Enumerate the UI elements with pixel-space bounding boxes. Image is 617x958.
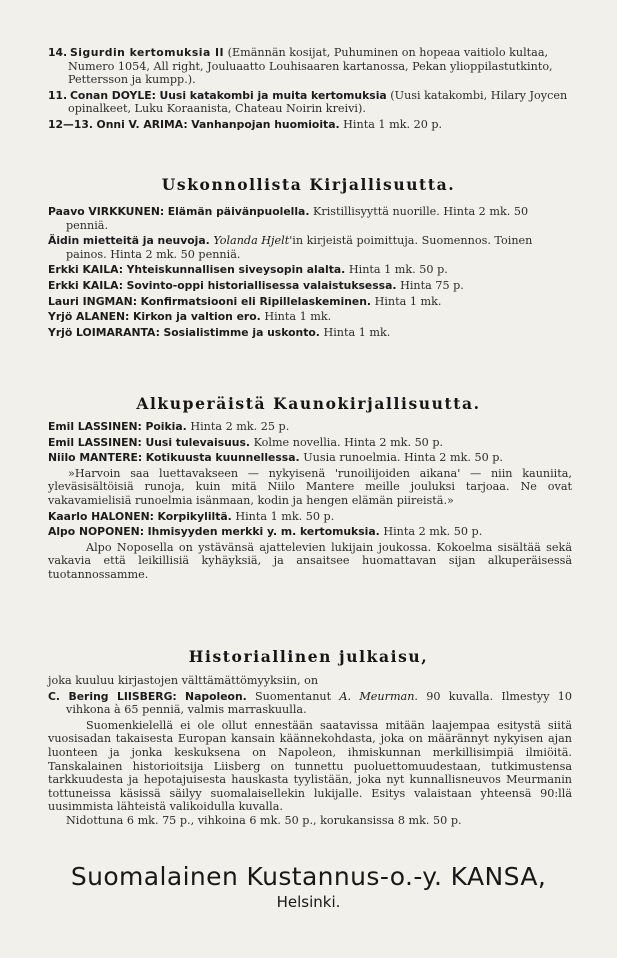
book-author: Yrjö ALANEN: (48, 310, 130, 324)
translator: A. Meurman. (339, 689, 418, 703)
publisher-city: Helsinki. (276, 893, 341, 911)
book-author: Niilo MANTERE: (48, 451, 143, 465)
history-section (48, 674, 572, 828)
book-title: Konfirmatsiooni eli Ripillelaskeminen. (140, 294, 372, 308)
book-entry: Äidin mietteitä ja neuvoja. Yolanda Hjelt'in kirjeistä poimittuja. Suomennos. Toinen painos. Hinta 2 mk. 50 penniä. (48, 234, 533, 261)
book-author: Yrjö LOIMARANTA: (48, 325, 160, 339)
book-entry: Emil LASSINEN: Poikia. Hinta 2 mk. 25 p. (48, 420, 290, 433)
book-entry: Yrjö LOIMARANTA: Sosialistimme ja uskonto. Hinta 1 mk. (48, 325, 391, 339)
publisher-footer (0, 862, 617, 912)
book-title: Yhteiskunnallisen siveysopin alalta. (126, 263, 346, 277)
book-title: Kotikuusta kuunnellessa. (145, 451, 300, 465)
history-body: Suomenkielellä ei ole ollut ennestään saatavissa mitään laajempaa esitystä siitä vuosisadan takaisesta Europan kansain käännekohdasta, joka on määrännyt nykyisen ajan luonteen ja jonka keskuksena on Napoleon, ihmiskunnan merkillisimpiä ilmiöitä. Tanskalainen historioitsija Liisberg on tunnettu puoluettomuudestaan, tutkimustensa tarkkuudesta ja hepotajuisesta hauskasta tyylistään, joka nyt kunnallisneuvos Meurmanin tottuneissa käsissä säilyy suomalaisellekin lukijalle. Esitys valaistaan yhteensä 90:llä uusimmista lähteistä valikoidulla kuvalla. (48, 718, 572, 814)
book-title: Äidin mietteitä ja neuvoja. (48, 234, 210, 248)
fiction-list (48, 420, 572, 584)
book-details: (Emännän kosijat, Puhuminen on hopeaa vaitiolo kultaa, Numero 1054, All right, Jouluaatto Louhisaaren kartanossa, Pekan ylioppilastutkinto, Pettersson ja kumpp.). (68, 46, 553, 87)
book-price: Hinta 1 mk. 20 p. (343, 117, 443, 131)
book-author: Erkki KAILA: (48, 278, 124, 292)
book-title: Ihmisyyden merkki y. m. kertomuksia. (147, 525, 380, 539)
book-title: Uusi katakombi ja muita kertomuksia (159, 88, 387, 102)
book-entry: Alpo NOPONEN: Ihmisyyden merkki y. m. kertomuksia. Hinta 2 mk. 50 p. (48, 525, 483, 539)
book-title: Uusi tulevaisuus. (145, 435, 251, 449)
book-author: Yolanda Hjelt (213, 234, 290, 248)
book-author: C. Bering LIISBERG: (48, 689, 177, 703)
publisher-name: Suomalainen Kustannus-o.-y. KANSA, (70, 862, 547, 891)
book-author: Emil LASSINEN: (48, 420, 142, 433)
book-author: Onni V. ARIMA: (96, 117, 188, 131)
book-entry: Paavo VIRKKUNEN: Elämän päivänpuolella. Kristillisyyttä nuorille. Hinta 2 mk. 50 penniä. (48, 205, 529, 232)
review-note: Alpo Noposella on ystävänsä ajattelevien lukijain joukossa. Kokoelma sisältää sekä vakavia että leikillisiä kyhäyksiä, ja ansaitsee huomattavan sijan alkuperäisessä tuotannossamme. (48, 540, 572, 581)
book-title: Napoleon. (185, 689, 247, 703)
book-entry: Yrjö ALANEN: Kirkon ja valtion ero. Hinta 1 mk. (48, 310, 332, 324)
book-entry: Emil LASSINEN: Uusi tulevaisuus. Kolme novellia. Hinta 2 mk. 50 p. (48, 435, 444, 449)
book-title: Vanhanpojan huomioita. (191, 117, 340, 131)
section-heading-fiction: Alkuperäistä Kaunokirjallisuutta. (136, 394, 481, 413)
book-entry: C. Bering LIISBERG: Napoleon. Suomentanut A. Meurman. 90 kuvalla. Ilmestyy 10 vihkona à 65 penniä, valmis marraskuulla. (48, 689, 573, 717)
book-entry: Lauri INGMAN: Konfirmatsiooni eli Ripillelaskeminen. Hinta 1 mk. (48, 294, 442, 308)
book-title: Korpikyliltä. (157, 509, 232, 523)
section-heading-history: Historiallinen julkaisu, (188, 647, 429, 666)
book-author: Conan DOYLE: (70, 88, 156, 102)
book-author: Erkki KAILA: (48, 263, 124, 277)
book-title: Sigurdin kertomuksia II (70, 46, 225, 59)
book-entry: Erkki KAILA: Sovinto-oppi historiallisessa valaistuksessa. Hinta 75 p. (48, 278, 464, 292)
series-item: 12—13. Onni V. ARIMA: Vanhanpojan huomioita. Hinta 1 mk. 20 p. (48, 117, 443, 131)
book-title: Poikia. (145, 420, 187, 433)
review-quote: »Harvoin saa luettavakseen — nykyisenä 'runoilijoiden aikana' — niin kauniita, yleväsisältöisiä runoja, kuin mitä Niilo Mantere meille jouluksi tarjoaa. Ne ovat vakavamielisiä runoelmia isänmaan, kodin ja hengen elämän piireistä.» (48, 466, 572, 507)
book-title: Elämän päivänpuolella. (167, 205, 310, 218)
book-title: Kirkon ja valtion ero. (132, 310, 261, 324)
book-author: Alpo NOPONEN: (48, 525, 145, 539)
history-intro: joka kuuluu kirjastojen välttämättömyyksiin, on (48, 674, 319, 687)
book-author: Paavo VIRKKUNEN: (48, 205, 165, 218)
book-title: Sovinto-oppi historiallisessa valaistuksessa. (126, 278, 397, 292)
book-entry: Erkki KAILA: Yhteiskunnallisen siveysopin alalta. Hinta 1 mk. 50 p. (48, 263, 448, 277)
history-prices: Nidottuna 6 mk. 75 p., vihkoina 6 mk. 50 p., korukansissa 8 mk. 50 p. (66, 813, 462, 827)
book-entry: Niilo MANTERE: Kotikuusta kuunnellessa. Uusia runoelmia. Hinta 2 mk. 50 p. (48, 451, 503, 465)
book-author: Emil LASSINEN: (48, 435, 142, 449)
religious-list (48, 205, 572, 341)
book-entry: Kaarlo HALONEN: Korpikyliltä. Hinta 1 mk. 50 p. (48, 509, 335, 523)
book-details: (Uusi katakombi, Hilary Joycen opinalkeet, Luku Koraanista, Chateau Noirin kreivi). (68, 88, 568, 116)
section-heading-religious: Uskonnollista Kirjallisuutta. (161, 175, 456, 194)
book-author: Lauri INGMAN: (48, 294, 138, 308)
series-item: 14. Sigurdin kertomuksia II (Emännän kosijat, Puhuminen on hopeaa vaitiolo kultaa, Numero 1054, All right, Jouluaatto Louhisaaren kartanossa, Pekan ylioppilastutkinto, Pettersson ja kumpp.). (48, 46, 553, 87)
book-author: Kaarlo HALONEN: (48, 509, 154, 523)
book-title: Sosialistimme ja uskonto. (163, 325, 320, 339)
series-list (48, 46, 572, 134)
series-item: 11. Conan DOYLE: Uusi katakombi ja muita kertomuksia (Uusi katakombi, Hilary Joycen opinalkeet, Luku Koraanista, Chateau Noirin kreivi). (48, 88, 568, 116)
